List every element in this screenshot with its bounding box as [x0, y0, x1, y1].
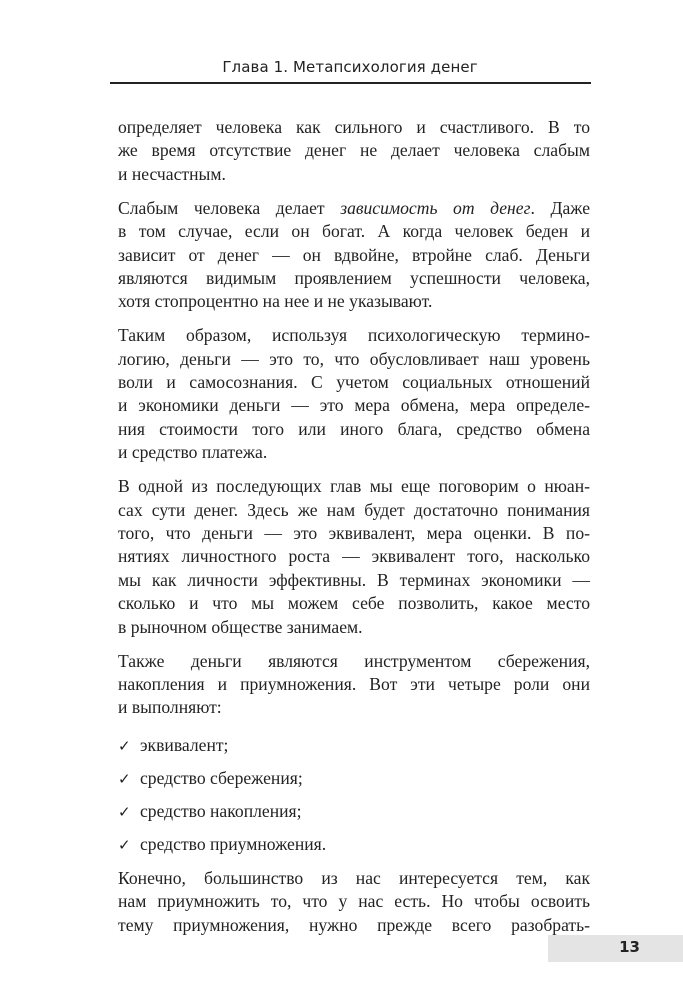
text-line: зависит от денег — он вдвойне, втройне слаб. Деньги	[118, 244, 590, 265]
text-line: Таким образом, используя психологическую термино-	[118, 325, 590, 346]
paragraph-4	[118, 475, 590, 639]
text-line: тему приумножения, нужно прежде всего разобрать-	[118, 914, 590, 935]
text-line: логию, деньги — это то, что обусловливает наш уровень	[118, 348, 590, 369]
list-item-text: средство сбережения;	[140, 767, 303, 788]
text-line: мы как личности эффективны. В терминах экономики —	[118, 569, 590, 590]
text-segment: Слабым человека делает	[118, 197, 325, 218]
text-line: и выполняют:	[118, 697, 222, 718]
text-line: и средство платежа.	[118, 442, 268, 463]
text-line: Конечно, большинство из нас интересуется тем, как	[118, 867, 590, 888]
page-number-box	[548, 935, 683, 962]
text-line: хотя стопроцентно на нее и не указывают.	[118, 291, 433, 312]
page-number: 13	[619, 938, 640, 956]
text-line: накопления и приумножения. Вот эти четыре роли они	[118, 673, 590, 694]
text-line: в том случае, если он богат. А когда человек беден и	[118, 221, 590, 242]
text-line: ния стоимости того или иного блага, средство обмена	[118, 418, 590, 439]
paragraph-5	[118, 650, 590, 720]
text-line: воли и самосознания. С учетом социальных отношений	[118, 372, 590, 393]
paragraph-2	[118, 197, 590, 314]
roles-list	[118, 734, 590, 861]
paragraph-1	[118, 116, 590, 186]
text-line: и экономики деньги — это мера обмена, мера определе-	[118, 395, 590, 416]
checkmark-icon: ✓	[118, 802, 131, 821]
text-line: В одной из последующих глав мы еще поговорим о нюан-	[118, 476, 590, 497]
list-item	[118, 734, 590, 767]
text-line: определяет человека как сильного и счастливого. В то	[118, 117, 590, 137]
header-rule	[110, 82, 591, 84]
checkmark-icon: ✓	[118, 769, 131, 788]
list-item-text: средство накопления;	[140, 800, 302, 821]
page-body	[118, 116, 590, 947]
text-line: того, что деньги — это эквивалент, мера оценки. В по-	[118, 523, 590, 543]
text-line: же время отсутствие денег не делает человека слабым	[118, 140, 590, 161]
list-item	[118, 833, 590, 861]
text-line: сах сути денег. Здесь же нам будет достаточно понимания	[118, 499, 590, 520]
text-line: и несчастным.	[118, 163, 226, 184]
running-header: Глава 1. Метапсихология денег	[222, 58, 478, 76]
checkmark-icon: ✓	[118, 736, 131, 755]
text-line: нам приумножить то, что у нас есть. Но чтобы освоить	[118, 891, 590, 912]
text-line	[118, 197, 590, 220]
text-line: сколько и что мы можем себе позволить, какое место	[118, 593, 590, 614]
list-item	[118, 800, 590, 833]
paragraph-3	[118, 324, 590, 464]
list-item	[118, 767, 590, 800]
text-segment: . Даже	[530, 197, 591, 218]
text-line: являются видимым проявлением успешности человека,	[118, 267, 590, 288]
checkmark-icon: ✓	[118, 835, 131, 854]
list-item-text: эквивалент;	[140, 734, 229, 755]
text-line: нятиях личностного роста — эквивалент того, насколько	[118, 546, 590, 567]
emphasis-text: зависимость от денег	[340, 197, 531, 218]
text-line: в рыночном обществе занимаем.	[118, 616, 363, 637]
list-item-text: средство приумножения.	[140, 833, 327, 854]
text-line: Также деньги являются инструментом сбережения,	[118, 650, 590, 671]
paragraph-6	[118, 867, 590, 937]
